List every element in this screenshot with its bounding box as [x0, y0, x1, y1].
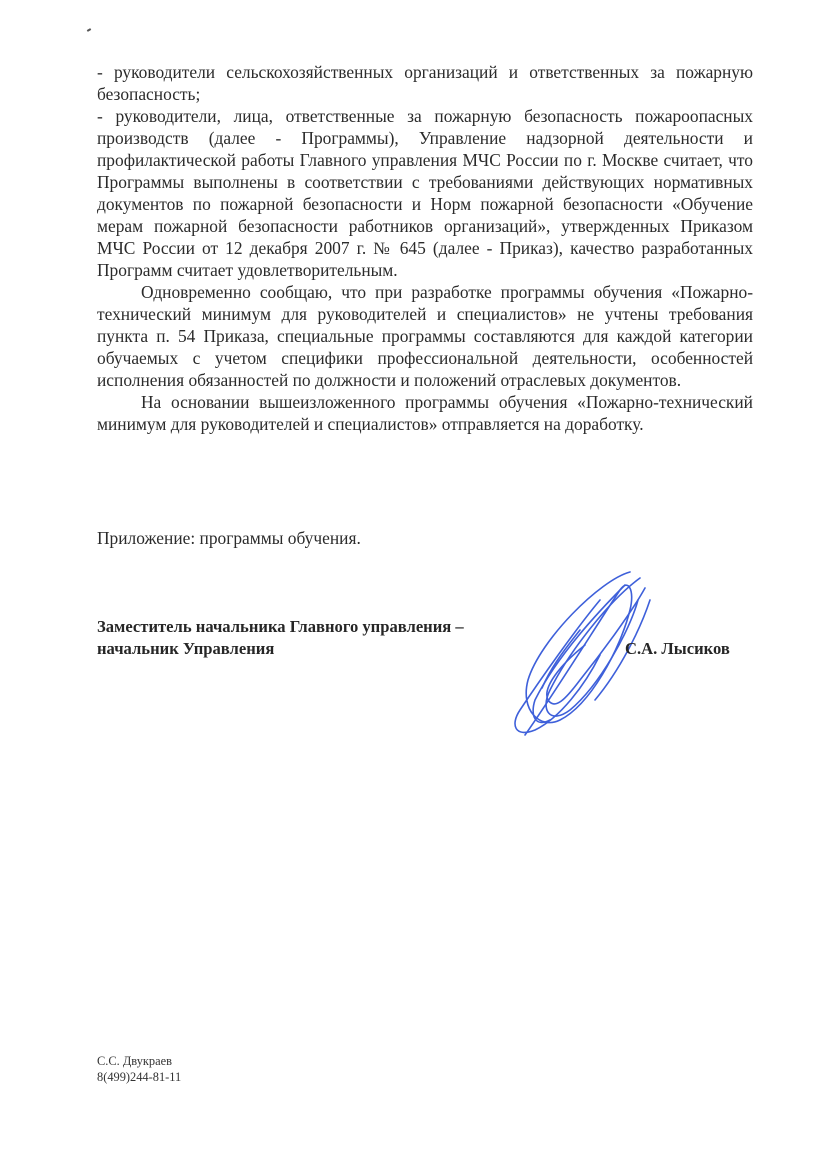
attachment-note: Приложение: программы обучения.	[97, 528, 361, 548]
scan-mark	[87, 28, 91, 32]
executor-contact	[97, 1053, 181, 1085]
signatory-title-line2: начальник Управления	[97, 639, 275, 658]
executor-phone: 8(499)244-81-11	[97, 1070, 182, 1084]
signatory-title	[97, 616, 464, 660]
paragraph-deficiencies: Одновременно сообщаю, что при разработке программы обучения «Пожарно-технический минимум для руководителей и специалистов» не учтены требования пункта п. 54 Приказа, специальные программы составляются для каждой категории обучаемых с учетом специфики профессиональной деятельности, особенностей исполнения обязанностей по должности и положений отраслевых документов.	[97, 282, 753, 390]
executor-name: С.С. Двукраев	[97, 1054, 172, 1068]
paragraph-conclusion: На основании вышеизложенного программы обучения «Пожарно-технический минимум для руководителей и специалистов» отправляется на доработку.	[97, 392, 753, 434]
list-item-hazardous-production-managers: - руководители, лица, ответственные за пожарную безопасность пожароопасных производств (далее - Программы), Управление надзорной деятельности и профилактической работы Главного управления МЧС России по г. Москве считает, что Программы выполнены в соответствии с требованиями действующих нормативных документов по пожарной безопасности и Норм пожарной безопасности «Обучение мерам пожарной безопасности работников организаций», утвержденных Приказом МЧС России от 12 декабря 2007 г. № 645 (далее - Приказ), качество разработанных Программ считает удовлетворительным.	[97, 106, 753, 280]
list-item-agricultural-managers: - руководители сельскохозяйственных организаций и ответственных за пожарную безопасность;	[97, 62, 753, 104]
signatory-name: С.А. Лысиков	[625, 639, 730, 658]
signatory-title-line1: Заместитель начальника Главного управления –	[97, 617, 464, 636]
letter-body	[97, 61, 753, 435]
